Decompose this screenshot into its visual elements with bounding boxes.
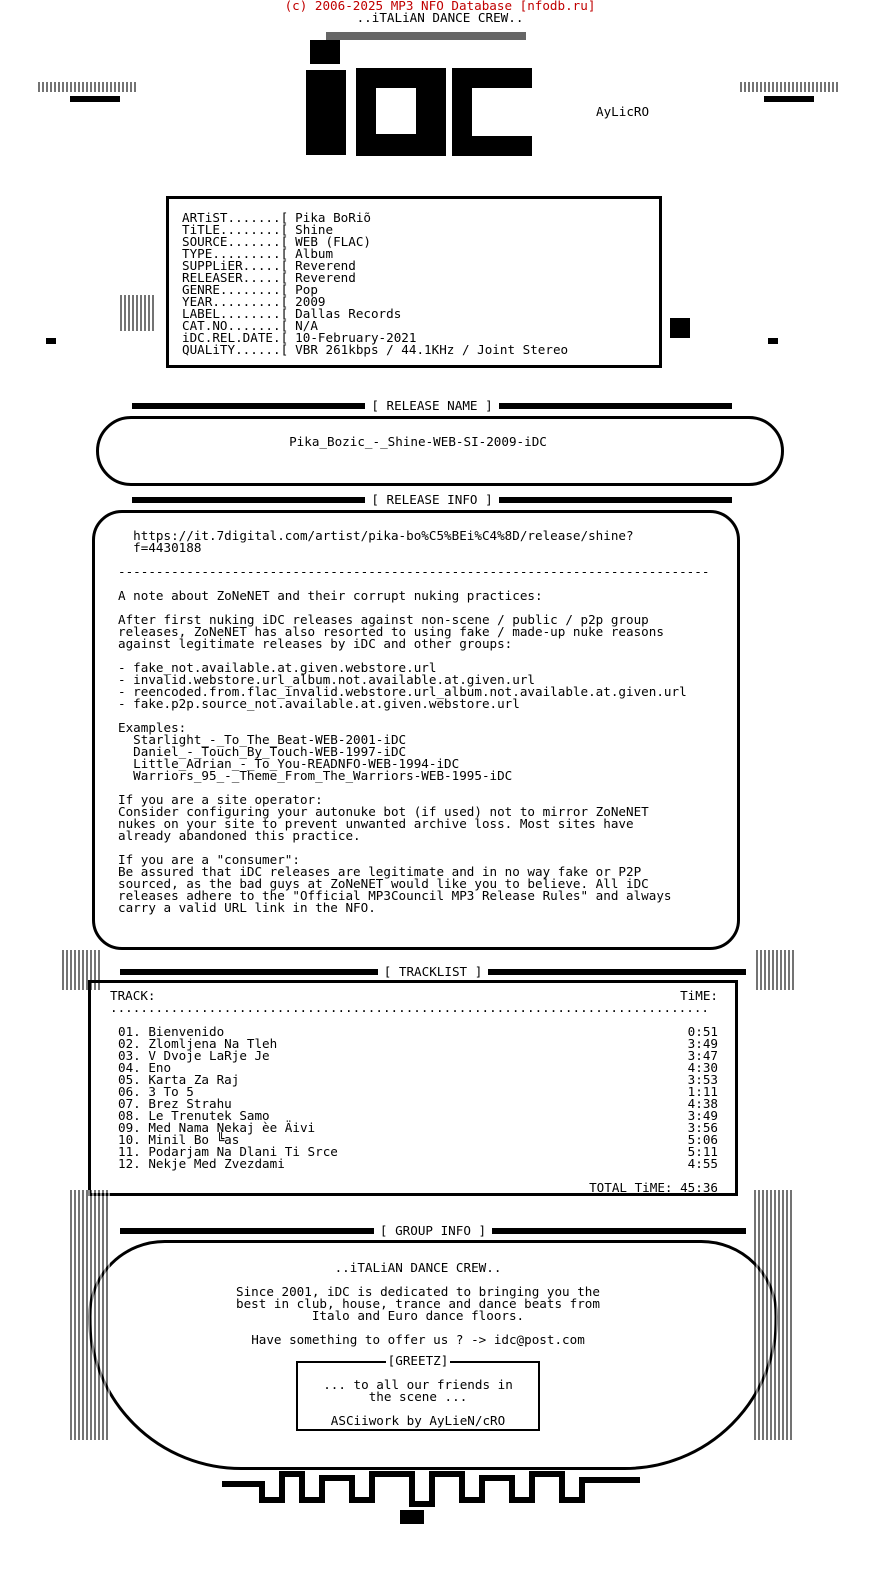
track-title: 05. Karta Za Raj	[118, 1072, 240, 1087]
track-time: 1:11	[687, 1084, 718, 1099]
note-title: A note about ZoNeNET and their corrupt nuking practices:	[118, 588, 543, 603]
track-title: 08. Le Trenutek Samo	[118, 1108, 270, 1123]
info-key: iDC.REL.DATE.[	[182, 330, 289, 345]
greetz-text: ... to all our friends in the scene ...	[323, 1377, 513, 1404]
track-row	[118, 1050, 718, 1062]
info-row	[182, 344, 568, 356]
side-art-right-top	[740, 82, 840, 92]
track-title: 04. Eno	[118, 1060, 172, 1075]
side-art-left-dot	[46, 338, 56, 344]
info-value: Shine	[295, 222, 334, 237]
track-time: 3:49	[687, 1108, 718, 1123]
side-art-left-top	[38, 82, 138, 92]
track-time: 3:49	[687, 1036, 718, 1051]
greetz-label: [GREETZ]	[387, 1353, 449, 1368]
track-row	[118, 1074, 718, 1086]
track-row	[118, 1158, 718, 1170]
track-title: 02. Zlomljena Na Tleh	[118, 1036, 278, 1051]
artist-tag: AyLicRO	[596, 104, 650, 119]
info-value: 2009	[295, 294, 326, 309]
info-key: RELEASER.....[	[182, 270, 289, 285]
release-info-label: [ RELEASE INFO ]	[371, 492, 493, 507]
info-key: ARTiST.......[	[182, 210, 289, 225]
release-info-body	[118, 530, 718, 914]
bottom-art-svg	[222, 1470, 640, 1510]
side-art-tracklist-right	[756, 950, 796, 990]
track-title: 12. Nekje Med Zvezdami	[118, 1156, 285, 1171]
tracklist-dots: ...............................................................................	[110, 1002, 709, 1014]
note-paragraph: After first nuking iDC releases against non-scene / public / p2p group releases, ZoNeNET has also resorted to using fake / made-up nuke reasons against legitimate releases by iDC and other groups:	[118, 612, 664, 651]
info-value: Dallas Records	[295, 306, 402, 321]
track-title: 10. Minil Bo ╚as	[118, 1132, 240, 1147]
group-info-header	[120, 1225, 746, 1237]
idc-logo	[296, 30, 546, 170]
site-operator-note: If you are a site operator: Consider configuring your autonuke bot (if used) not to mirror ZoNeNET nukes on your site to prevent unwanted archive loss. Most sites have already abandoned this practice.	[118, 792, 649, 843]
info-key: CAT.NO.......[	[182, 318, 289, 333]
side-art-right-dot	[768, 338, 778, 344]
track-time: 5:06	[687, 1132, 718, 1147]
release-name-frame	[96, 416, 784, 486]
greetz-label-wrap	[296, 1355, 540, 1367]
side-art-left-bar	[70, 96, 120, 102]
track-time: 3:53	[687, 1072, 718, 1087]
release-details	[182, 212, 568, 356]
track-time: 3:47	[687, 1048, 718, 1063]
track-time: 4:30	[687, 1060, 718, 1075]
tracklist-label: [ TRACKLIST ]	[383, 964, 483, 979]
total-time: TOTAL TiME: 45:36	[589, 1180, 718, 1195]
track-time: 4:55	[687, 1156, 718, 1171]
info-value: Album	[295, 246, 334, 261]
tracklist-header	[120, 966, 746, 978]
info-key: LABEL........[	[182, 306, 289, 321]
info-key: SUPPLiER.....[	[182, 258, 289, 273]
side-art-right-block	[670, 318, 690, 338]
tracklist-body	[110, 990, 718, 1194]
release-name-label: [ RELEASE NAME ]	[371, 398, 493, 413]
group-crew-name: ..iTALiAN DANCE CREW..	[334, 1260, 502, 1275]
group-about: Since 2001, iDC is dedicated to bringing you the best in club, house, trance and dance beats from Italo and Euro dance floors.	[236, 1284, 600, 1323]
info-key: GENRE........[	[182, 282, 289, 297]
info-value: N/A	[295, 318, 318, 333]
info-key: TiTLE........[	[182, 222, 289, 237]
divider-line: ------------------------------------------------------------------------------	[118, 564, 710, 579]
track-time: 4:38	[687, 1096, 718, 1111]
copyright-line: (c) 2006-2025 MP3 NFO Database [nfodb.ru]	[284, 0, 596, 13]
info-value: WEB (FLAC)	[295, 234, 371, 249]
info-value: Reverend	[295, 258, 356, 273]
bottom-art	[222, 1470, 640, 1510]
info-key: SOURCE.......[	[182, 234, 289, 249]
release-info-header	[132, 494, 732, 506]
track-title: 01. Bienvenido	[118, 1024, 225, 1039]
side-art-left-block	[120, 295, 156, 331]
track-time: 5:11	[687, 1144, 718, 1159]
examples-list: Examples: Starlight_-_To_The_Beat-WEB-2001-iDC Daniel_-_Touch_By_Touch-WEB-1997-iDC Little_Adrian_-_To_You-READNFO-WEB-1994-iDC Warriors_95_-_Theme_From_The_Warriors-WEB-1995-iDC	[118, 720, 513, 783]
info-key: TYPE.........[	[182, 246, 289, 261]
track-title: 09. Med Nama Nekaj èe Äivi	[118, 1120, 316, 1135]
track-title: 06. 3 To 5	[118, 1084, 194, 1099]
info-key: QUALiTY......[	[182, 342, 289, 357]
info-value: 10-February-2021	[295, 330, 417, 345]
track-title: 11. Podarjam Na Dlani Ti Srce	[118, 1144, 338, 1159]
release-name-value: Pika_Bozic_-_Shine-WEB-SI-2009-iDC	[289, 434, 547, 449]
crew-top-line: ..iTALiAN DANCE CREW..	[356, 10, 524, 25]
info-value: Pop	[295, 282, 318, 297]
greetz-content	[296, 1379, 540, 1427]
info-key: YEAR.........[	[182, 294, 289, 309]
track-column-header: TRACK:	[110, 988, 156, 1003]
group-info-label: [ GROUP INFO ]	[379, 1223, 487, 1238]
consumer-note: If you are a "consumer": Be assured that iDC releases are legitimate and in no way fake or P2P sourced, as the bad guys at ZoNeNET would like you to believe. All iDC releases adhere to the "Official MP3Council MP3 Release Rules" and always carry a valid URL link in the NFO.	[118, 852, 672, 915]
track-time: 3:56	[687, 1120, 718, 1135]
bottom-art-tip	[400, 1510, 424, 1524]
side-art-right-bar	[764, 96, 814, 102]
track-time: 0:51	[687, 1024, 718, 1039]
nuke-reasons: - fake_not.available.at.given.webstore.url - invalid.webstore.url_album.not.available.at.given.url - reencoded.from.flac_invalid.webstore.url_album.not.available.at.given.url - fake.p2p.source_not.available.at.given.webstore.url	[118, 660, 687, 711]
track-title: 07. Brez Strahu	[118, 1096, 232, 1111]
time-column-header: TiME:	[680, 988, 718, 1003]
ascii-credit: ASCiiwork by AyLieN/cRO	[330, 1413, 506, 1428]
track-title: 03. V Dvoje LaRje Je	[118, 1048, 270, 1063]
group-contact: Have something to offer us ? -> idc@post.com	[251, 1332, 585, 1347]
info-value: VBR 261kbps / 44.1KHz / Joint Stereo	[295, 342, 569, 357]
release-name-header	[132, 400, 732, 412]
group-info-body	[0, 1262, 836, 1346]
info-value: Reverend	[295, 270, 356, 285]
info-value: Pika BoRiõ	[295, 210, 371, 225]
webstore-url: https://it.7digital.com/artist/pika-bo%C5%BEi%C4%8D/release/shine? f=4430188	[133, 528, 634, 555]
track-list	[110, 1026, 718, 1170]
